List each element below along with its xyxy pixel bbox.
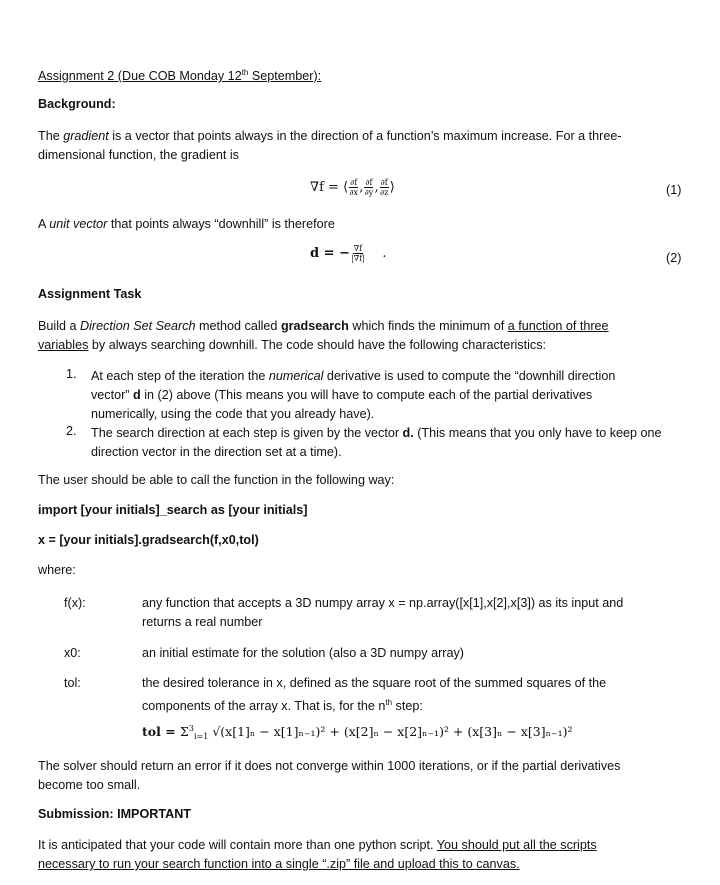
submission-paragraph: It is anticipated that your code will contain more than one python script. You should put all the scripts necessary to run your search function into a single “.zip” file and upload this to canvas. [38, 838, 597, 871]
background-paragraph: The gradient is a vector that points always in the direction of a function’s maximum increase. For a three- dimensional function, the gradient is [38, 129, 622, 162]
param-f-name: f(x): [64, 596, 86, 610]
equation-gradient: ∇f = ⟨ $\frac{\partial f}{\partial x}$ , $\frac{\partial f}{\partial y}$ , $\frac{\partial f}{\partial z}$ ⟩ [310, 178, 395, 197]
assignment-title: Assignment 2 (Due COB Monday 12th September): [38, 68, 322, 83]
list-item-2: The search direction at each step is given by the vector d. (This means that you only have to keep one direction vector in the direction set at a time). [91, 426, 662, 459]
equation-number-1: (1) [666, 183, 682, 197]
submission-heading: Submission: IMPORTANT [38, 807, 191, 821]
param-tol-name: tol: [64, 676, 81, 690]
unit-vector-text: A unit vector that points always “downhill” is therefore [38, 217, 335, 231]
background-heading: Background: [38, 97, 116, 111]
param-x0-description: an initial estimate for the solution (also a 3D numpy array) [142, 646, 464, 660]
call-line: x = [your initials].gradsearch(f,x0,tol) [38, 533, 259, 547]
list-item-2-number: 2. [66, 424, 77, 438]
task-heading: Assignment Task [38, 287, 142, 301]
import-line: import [your initials]_search as [your initials] [38, 503, 308, 517]
tol-formula: tol = $\Sigma^3_{i=1}$ √(x[1]ₙ − x[1]ₙ₋₁)² + (x[2]ₙ − x[2]ₙ₋₁)² + (x[3]ₙ − x[3]ₙ₋₁)² [142, 724, 573, 741]
param-f-description: any function that accepts a 3D numpy array x = np.array([x[1],x[2],x[3]) as its input and returns a real number [142, 596, 624, 629]
equation-unit-vector: d = − $\frac{\nabla f}{|\nabla f|}$ . [310, 244, 387, 263]
list-item-1-number: 1. [66, 367, 77, 381]
param-x0-name: x0: [64, 646, 81, 660]
task-paragraph: Build a Direction Set Search method called gradsearch which finds the minimum of a function of three variables by always searching downhill. The code should have the following characteristics: [38, 319, 609, 352]
list-item-1: At each step of the iteration the numerical derivative is used to compute the “downhill direction vector” d in (2) above (This means you will have to compute each of the partial derivatives numerically, using the code that you already have). [91, 369, 616, 421]
where-label: where: [38, 563, 76, 577]
solver-paragraph: The solver should return an error if it does not converge within 1000 iterations, or if the partial derivatives become too small. [38, 759, 621, 792]
call-intro: The user should be able to call the function in the following way: [38, 473, 395, 487]
equation-number-2: (2) [666, 251, 682, 265]
param-tol-description: the desired tolerance in x, defined as the square root of the summed squares of the components of the array x. That is, for the $n^{th}$ step: [142, 676, 607, 713]
